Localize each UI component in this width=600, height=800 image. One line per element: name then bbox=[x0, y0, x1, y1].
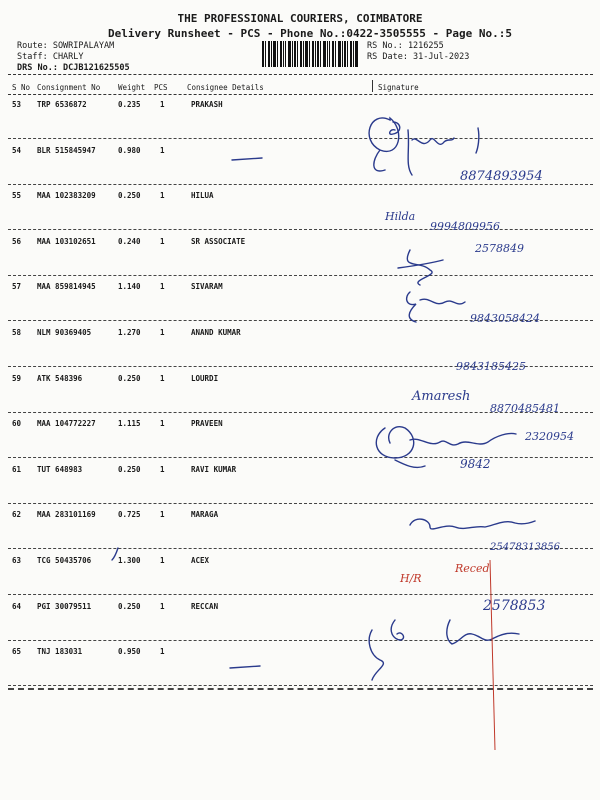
hilda-signature: Hilda bbox=[385, 210, 416, 223]
signature-column-divider bbox=[372, 80, 373, 92]
table-row bbox=[0, 146, 600, 192]
row-pcs: 1 bbox=[160, 328, 165, 337]
rs-number: RS No.: 1216255 bbox=[367, 41, 444, 51]
row-sno: 53 bbox=[12, 100, 22, 109]
row-divider bbox=[8, 229, 593, 230]
table-row bbox=[0, 647, 600, 693]
table-row bbox=[0, 374, 600, 420]
row-consignment-no: MAA 102383209 bbox=[37, 191, 96, 201]
row-consignee: ANAND KUMAR bbox=[191, 328, 241, 337]
rs-date: RS Date: 31-Jul-2023 bbox=[367, 52, 470, 62]
table-row bbox=[0, 282, 600, 328]
row-divider bbox=[8, 685, 593, 686]
table-row bbox=[0, 510, 600, 556]
row-consignee: RAVI KUMAR bbox=[191, 464, 237, 474]
row-consignment-no: MAA 283101169 bbox=[37, 510, 96, 520]
row-pcs: 1 bbox=[160, 556, 165, 565]
row-consignee: ACEX bbox=[191, 556, 210, 565]
row-consignee: SR ASSOCIATE bbox=[191, 236, 246, 246]
row-weight: 1.270 bbox=[118, 328, 141, 337]
row-divider bbox=[8, 184, 593, 185]
col-sno: S No bbox=[12, 83, 31, 92]
row-consignee: MARAGA bbox=[191, 510, 219, 520]
row-pcs: 1 bbox=[160, 145, 165, 155]
phone-row-58: 9843185425 bbox=[456, 360, 526, 373]
row-sno: 59 bbox=[12, 373, 22, 383]
row-weight: 0.250 bbox=[118, 191, 141, 201]
row-pcs: 1 bbox=[160, 647, 165, 657]
row-divider bbox=[8, 412, 593, 413]
row-sno: 61 bbox=[12, 464, 22, 474]
row-consignment-no: TUT 648983 bbox=[37, 464, 83, 474]
phone-row-54: 8874893954 bbox=[460, 169, 543, 184]
row-pcs: 1 bbox=[160, 419, 165, 429]
row-weight: 0.240 bbox=[118, 236, 141, 246]
phone-row-57: 9843058424 bbox=[470, 312, 540, 325]
row-divider bbox=[8, 594, 593, 595]
table-bottom-rule bbox=[8, 688, 593, 690]
row-weight: 1.300 bbox=[118, 556, 141, 565]
phone-row-64: 2578853 bbox=[483, 598, 546, 614]
row-divider bbox=[8, 320, 593, 321]
row-consignment-no: MAA 103102651 bbox=[37, 236, 96, 246]
row-consignment-no: TCG 50435706 bbox=[37, 556, 92, 565]
header-top-rule bbox=[8, 74, 593, 75]
row-weight: 0.250 bbox=[118, 464, 141, 474]
row-pcs: 1 bbox=[160, 282, 165, 292]
phone-row-56: 2578849 bbox=[475, 242, 524, 255]
barcode-image bbox=[262, 41, 358, 67]
route-label: Route: SOWRIPALAYAM bbox=[17, 41, 115, 51]
col-pcs: PCS bbox=[154, 83, 168, 92]
row-divider bbox=[8, 640, 593, 641]
row-pcs: 1 bbox=[160, 510, 165, 520]
phone-row-60: 2320954 bbox=[525, 430, 574, 443]
table-row bbox=[0, 237, 600, 283]
row-consignment-no: TNJ 183031 bbox=[37, 647, 83, 657]
row-consignment-no: BLR 515845947 bbox=[37, 145, 96, 155]
row-divider bbox=[8, 548, 593, 549]
row-consignee: RECCAN bbox=[191, 601, 219, 611]
row-divider bbox=[8, 366, 593, 367]
drs-number: DRS No.: DCJB121625505 bbox=[17, 63, 130, 73]
row-consignee: LOURDI bbox=[191, 373, 219, 383]
phone-row-62: 25478313856 bbox=[490, 542, 560, 553]
company-title: THE PROFESSIONAL COURIERS, COIMBATORE bbox=[177, 12, 423, 25]
col-consignment: Consignment No bbox=[37, 83, 101, 92]
row-consignment-no: TRP 6536872 bbox=[37, 100, 87, 109]
row-consignment-no: MAA 104772227 bbox=[37, 419, 96, 429]
col-signature: Signature bbox=[378, 83, 419, 92]
row-weight: 0.235 bbox=[118, 100, 141, 109]
runsheet-subtitle: Delivery Runsheet - PCS - Phone No.:0422-3505555 - Page No.:5 bbox=[108, 27, 512, 40]
row-weight: 1.115 bbox=[118, 419, 141, 429]
row-pcs: 1 bbox=[160, 191, 165, 201]
amaresh-signature: Amaresh bbox=[412, 389, 471, 404]
table-row bbox=[0, 100, 600, 146]
row-consignee: PRAVEEN bbox=[191, 419, 223, 429]
hr-note: H/R bbox=[400, 572, 422, 585]
staff-label: Staff: CHARLY bbox=[17, 52, 84, 62]
table-row bbox=[0, 328, 600, 374]
received-note: Reced bbox=[455, 562, 490, 575]
col-weight: Weight bbox=[118, 83, 146, 92]
row-consignee: HILUA bbox=[191, 191, 214, 201]
row-sno: 54 bbox=[12, 145, 22, 155]
row-pcs: 1 bbox=[160, 373, 165, 383]
row-divider bbox=[8, 457, 593, 458]
row-consignment-no: PGI 30079511 bbox=[37, 601, 92, 611]
row-weight: 0.980 bbox=[118, 145, 141, 155]
table-row bbox=[0, 556, 600, 602]
row-consignment-no: NLM 90369405 bbox=[37, 328, 92, 337]
table-row bbox=[0, 191, 600, 237]
row-consignee: PRAKASH bbox=[191, 100, 223, 109]
row-sno: 64 bbox=[12, 601, 22, 611]
row-divider bbox=[8, 138, 593, 139]
row-weight: 0.250 bbox=[118, 601, 141, 611]
row-sno: 65 bbox=[12, 647, 22, 657]
row-pcs: 1 bbox=[160, 100, 165, 109]
row-sno: 62 bbox=[12, 510, 22, 520]
phone-row-59: 8870485481 bbox=[490, 402, 560, 415]
row-sno: 63 bbox=[12, 556, 22, 565]
row-pcs: 1 bbox=[160, 236, 165, 246]
row-divider bbox=[8, 503, 593, 504]
row-weight: 0.250 bbox=[118, 373, 141, 383]
row-sno: 56 bbox=[12, 236, 22, 246]
row-sno: 60 bbox=[12, 419, 22, 429]
row-consignment-no: MAA 859814945 bbox=[37, 282, 96, 292]
table-row bbox=[0, 602, 600, 648]
row-pcs: 1 bbox=[160, 464, 165, 474]
phone-row-61: 9842 bbox=[460, 457, 491, 471]
row-sno: 58 bbox=[12, 328, 22, 337]
phone-row-55: 9994809956 bbox=[430, 220, 500, 233]
row-divider bbox=[8, 275, 593, 276]
row-consignment-no: ATK 548396 bbox=[37, 373, 83, 383]
row-sno: 55 bbox=[12, 191, 22, 201]
row-weight: 0.725 bbox=[118, 510, 141, 520]
row-consignee: SIVARAM bbox=[191, 282, 223, 292]
row-sno: 57 bbox=[12, 282, 22, 292]
row-weight: 0.950 bbox=[118, 647, 141, 657]
table-row bbox=[0, 465, 600, 511]
col-consignee: Consignee Details bbox=[187, 83, 264, 92]
table-row bbox=[0, 419, 600, 465]
header-bottom-rule bbox=[8, 94, 593, 95]
row-pcs: 1 bbox=[160, 601, 165, 611]
row-weight: 1.140 bbox=[118, 282, 141, 292]
